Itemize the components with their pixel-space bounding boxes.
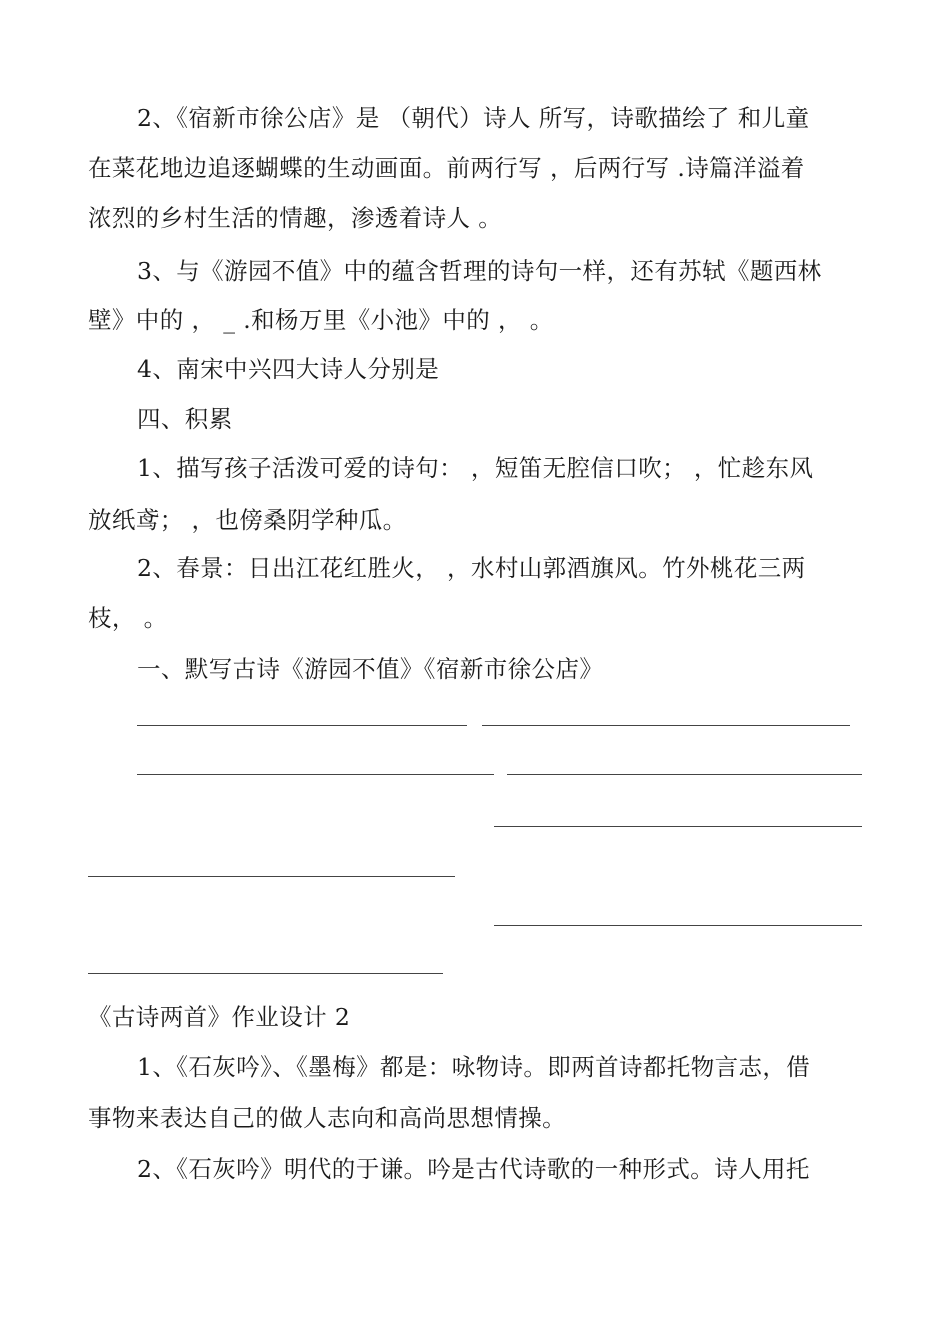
question-4-line: 4、南宋中兴四大诗人分别是 bbox=[137, 355, 440, 383]
section-title-design-2: 《古诗两首》作业设计 2 bbox=[88, 1003, 351, 1031]
answer-blank bbox=[88, 876, 455, 877]
answer-blank bbox=[482, 725, 850, 726]
answer-blank bbox=[494, 925, 862, 926]
dictation-heading: 一、默写古诗《游园不值》《宿新市徐公店》 bbox=[137, 655, 604, 683]
accumulate-1-line-2: 放纸鸢； ，也傍桑阴学种瓜。 bbox=[88, 506, 407, 534]
question-2-line-1: 2、《宿新市徐公店》是 （朝代）诗人 所写，诗歌描绘了 和儿童 bbox=[137, 104, 810, 132]
accumulate-1-line-1: 1、描写孩子活泼可爱的诗句： ，短笛无腔信口吹； ，忙趁东风 bbox=[137, 454, 814, 482]
answer-blank bbox=[494, 826, 862, 827]
section-heading-accumulate: 四、积累 bbox=[137, 405, 233, 433]
answer-blank bbox=[137, 725, 467, 726]
question-2-line-2: 在菜花地边追逐蝴蝶的生动画面。前两行写 ，后两行写 .诗篇洋溢着 bbox=[88, 154, 805, 182]
accumulate-2-line-1: 2、春景：日出江花红胜火， ，水村山郭酒旗风。竹外桃花三两 bbox=[137, 554, 806, 582]
accumulate-2-line-2: 枝， 。 bbox=[88, 604, 168, 632]
answer-blank bbox=[507, 774, 862, 775]
question-3-line-2: 壁》中的 ， _ .和杨万里《小池》中的 ， 。 bbox=[88, 306, 554, 334]
design-2-item-2-line-1: 2、《石灰吟》明代的于谦。吟是古代诗歌的一种形式。诗人用托 bbox=[137, 1155, 810, 1183]
answer-blank bbox=[88, 973, 443, 974]
question-3-line-1: 3、与《游园不值》中的蕴含哲理的诗句一样，还有苏轼《题西林 bbox=[137, 257, 822, 285]
design-2-item-1-line-2: 事物来表达自己的做人志向和高尚思想情操。 bbox=[88, 1104, 566, 1132]
question-2-line-3: 浓烈的乡村生活的情趣，渗透着诗人 。 bbox=[88, 204, 503, 232]
design-2-item-1-line-1: 1、《石灰吟》、《墨梅》都是：咏物诗。即两首诗都托物言志，借 bbox=[137, 1053, 811, 1081]
answer-blank bbox=[137, 774, 494, 775]
